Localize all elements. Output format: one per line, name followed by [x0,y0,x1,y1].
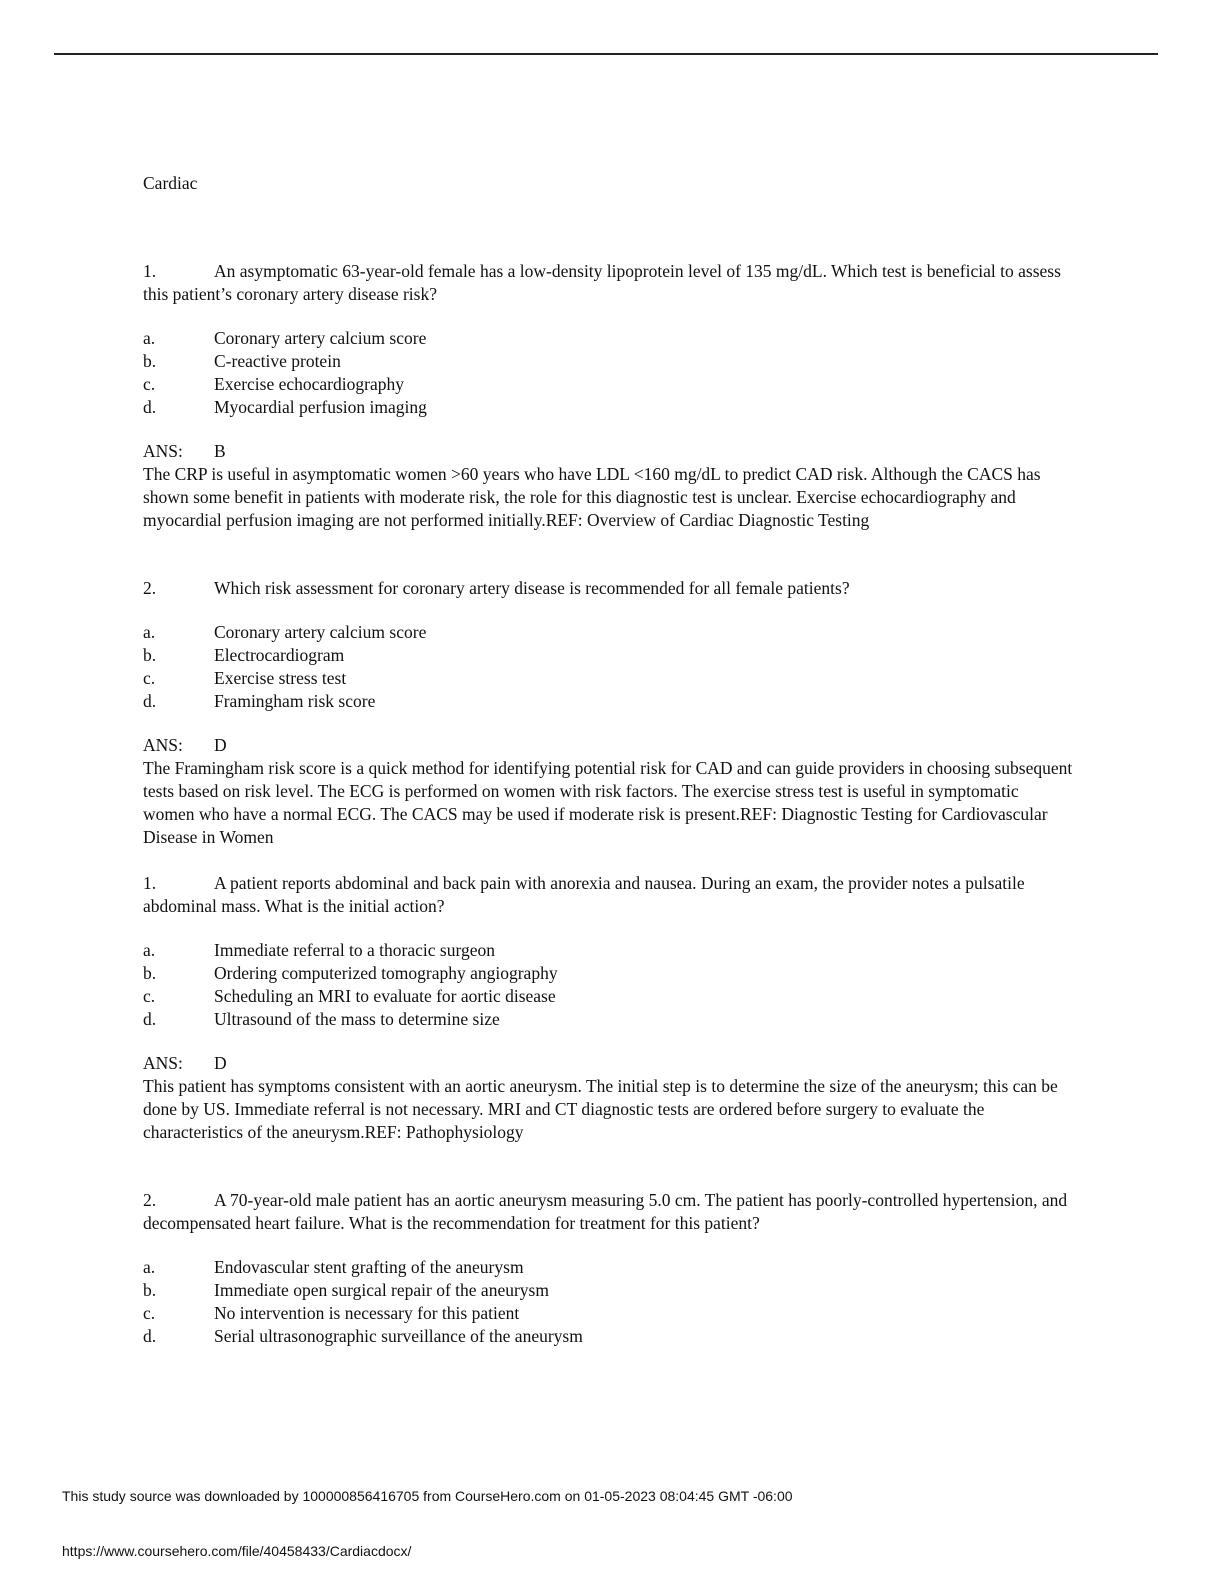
option-item [143,327,1073,350]
option-text: Ordering computerized tomography angiography [214,963,558,983]
option-text: Exercise echocardiography [214,374,404,394]
option-text: Exercise stress test [214,668,347,688]
question-block [143,1189,1073,1348]
option-item [143,1325,1073,1348]
option-list [143,327,1073,419]
option-text: Electrocardiogram [214,645,345,665]
option-text: No intervention is necessary for this patient [214,1303,520,1323]
option-text: Immediate referral to a thoracic surgeon [214,940,495,960]
option-letter: b. [143,645,157,665]
answer-line [143,440,1073,463]
answer-rationale: This patient has symptoms consistent with an aortic aneurysm. The initial step is to determine the size of the aneurysm; this can be done by US. Immediate referral is not necessary. MRI and CT diagnostic tests are ordered before surgery to evaluate the characteristics of the aneurysm.REF: Pathophysiology [143,1076,1058,1142]
question-block [143,872,1073,1144]
option-item [143,1279,1073,1302]
option-item [143,644,1073,667]
question-text: A patient reports abdominal and back pain with anorexia and nausea. During an exam, the provider notes a pulsatile abdominal mass. What is the initial action? [143,873,1025,916]
question-number: 2. [143,1190,157,1210]
header-rule [54,53,1158,55]
option-letter: c. [143,374,156,394]
question-block [143,577,1073,849]
option-text: Scheduling an MRI to evaluate for aortic disease [214,986,556,1006]
option-letter: c. [143,1303,156,1323]
option-text: Serial ultrasonographic surveillance of the aneurysm [214,1326,583,1346]
option-text: Endovascular stent grafting of the aneurysm [214,1257,524,1277]
question-text: A 70-year-old male patient has an aortic aneurysm measuring 5.0 cm. The patient has poorly-controlled hypertension, and decompensated heart failure. What is the recommendation for treatment for this patient? [143,1190,1068,1233]
option-item [143,621,1073,644]
option-text: Coronary artery calcium score [214,328,427,348]
option-item [143,962,1073,985]
option-letter: b. [143,1280,157,1300]
answer-value: D [214,735,227,755]
option-letter: a. [143,1257,156,1277]
answer-rationale: The Framingham risk score is a quick method for identifying potential risk for CAD and can guide providers in choosing subsequent tests based on risk level. The ECG is performed on women with risk factors. The exercise stress test is useful in symptomatic women who have a normal ECG. The CACS may be used if moderate risk is present.REF: Diagnostic Testing for Cardiovascular Disease in Women [143,758,1073,847]
question-text: Which risk assessment for coronary artery disease is recommended for all female patients? [214,578,850,598]
option-letter: b. [143,351,157,371]
answer-line [143,1052,1073,1075]
option-letter: c. [143,986,156,1006]
option-item [143,350,1073,373]
option-letter: a. [143,328,156,348]
option-item [143,690,1073,713]
option-letter: d. [143,691,157,711]
answer-value: D [214,1053,227,1073]
document-title: Cardiac [143,173,198,193]
answer-label: ANS: [143,735,183,755]
option-list [143,621,1073,713]
option-item [143,1302,1073,1325]
option-item [143,1008,1073,1031]
answer-value: B [214,441,226,461]
option-letter: c. [143,668,156,688]
source-url: https://www.coursehero.com/file/40458433/Cardiacdocx/ [62,1543,412,1559]
option-letter: b. [143,963,157,983]
option-item [143,1256,1073,1279]
option-letter: d. [143,1326,157,1346]
question-number: 1. [143,261,157,281]
question-stem [143,872,1073,918]
question-number: 2. [143,578,157,598]
question-text: An asymptomatic 63-year-old female has a low-density lipoprotein level of 135 mg/dL. Which test is beneficial to assess this patient’s coronary artery disease risk? [143,261,1061,304]
answer-label: ANS: [143,441,183,461]
option-text: Ultrasound of the mass to determine size [214,1009,500,1029]
option-text: Immediate open surgical repair of the aneurysm [214,1280,549,1300]
document-body [143,172,1073,1369]
option-text: C-reactive protein [214,351,341,371]
option-list [143,1256,1073,1348]
question-block [143,260,1073,532]
question-stem [143,260,1073,306]
option-text: Framingham risk score [214,691,376,711]
option-list [143,939,1073,1031]
option-letter: a. [143,622,156,642]
option-letter: a. [143,940,156,960]
answer-line [143,734,1073,757]
option-item [143,396,1073,419]
option-letter: d. [143,397,157,417]
answer-label: ANS: [143,1053,183,1073]
option-text: Myocardial perfusion imaging [214,397,427,417]
option-item [143,985,1073,1008]
question-stem [143,1189,1073,1235]
answer-rationale: The CRP is useful in asymptomatic women >60 years who have LDL <160 mg/dL to predict CAD risk. Although the CACS has shown some benefit in patients with moderate risk, the role for this diagnostic test is unclear. Exercise echocardiography and myocardial perfusion imaging are not performed initially.REF: Overview of Cardiac Diagnostic Testing [143,464,1041,530]
option-letter: d. [143,1009,157,1029]
option-item [143,939,1073,962]
option-item [143,373,1073,396]
download-source-notice: This study source was downloaded by 100000856416705 from CourseHero.com on 01-05-2023 08:04:45 GMT -06:00 [62,1488,793,1504]
question-stem [143,577,1073,600]
question-number: 1. [143,873,157,893]
option-item [143,667,1073,690]
option-text: Coronary artery calcium score [214,622,427,642]
